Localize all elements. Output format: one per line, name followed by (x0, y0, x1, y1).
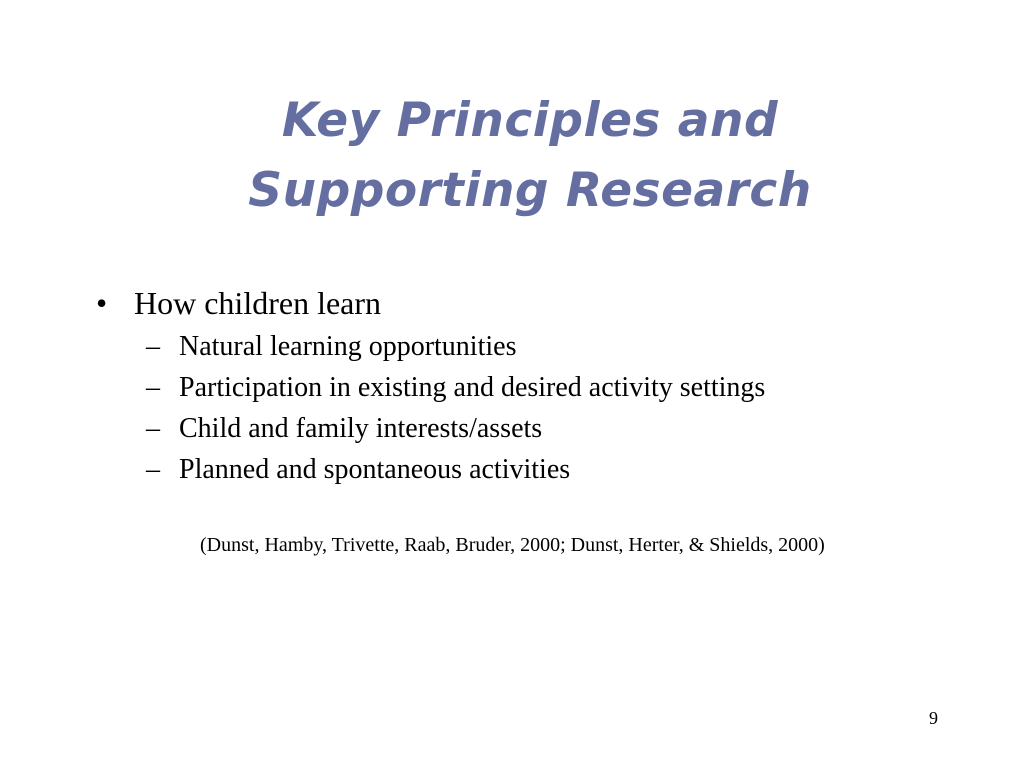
sub-bullet-list (96, 326, 976, 490)
citation: (Dunst, Hamby, Trivette, Raab, Bruder, 2000; Dunst, Herter, & Shields, 2000) (200, 534, 825, 556)
dash-marker: – (146, 413, 160, 444)
sub-bullet-text: Participation in existing and desired activity settings (179, 372, 766, 403)
dash-marker: – (146, 454, 160, 485)
sub-bullet-text: Child and family interests/assets (179, 413, 543, 444)
sub-bullet-item (96, 326, 976, 367)
bullet-text: How children learn (134, 285, 382, 321)
slide-title-line-2: Supporting Research (248, 163, 812, 218)
sub-bullet-text: Natural learning opportunities (179, 331, 517, 362)
dash-marker: – (146, 331, 160, 362)
sub-bullet-item (96, 449, 976, 490)
slide-title-line-1: Key Principles and (281, 93, 779, 148)
bullet-item (96, 280, 976, 326)
sub-bullet-text: Planned and spontaneous activities (179, 454, 571, 485)
slide-body (96, 280, 976, 490)
dash-marker: – (146, 372, 160, 403)
sub-bullet-item (96, 367, 976, 408)
sub-bullet-item (96, 408, 976, 449)
bullet-marker: • (96, 285, 108, 321)
page-number: 9 (929, 708, 938, 728)
slide-title (0, 86, 1024, 226)
